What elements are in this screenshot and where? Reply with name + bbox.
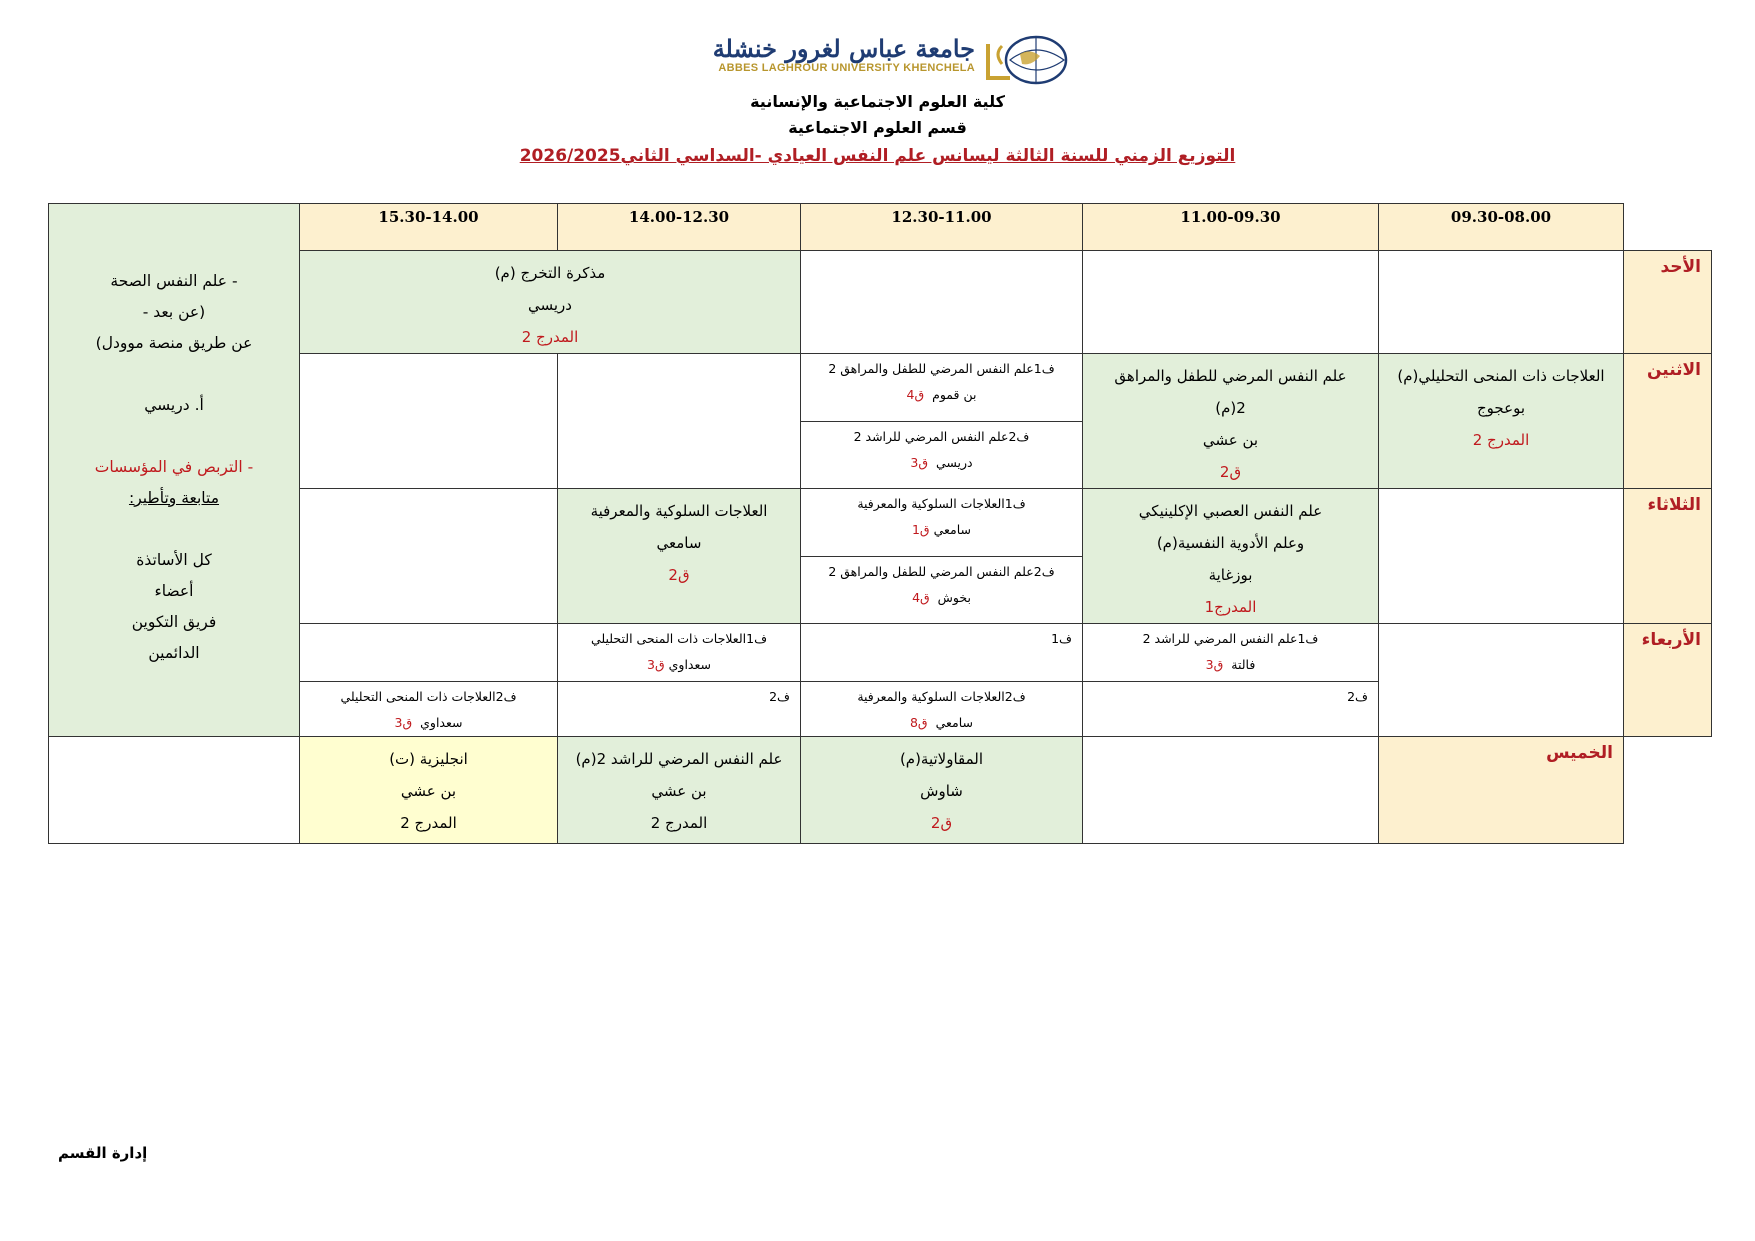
day-sunday: الأحد [1624,251,1712,354]
room-name: ق2 [1219,463,1242,481]
teacher-name: بخوش [937,589,971,605]
course-name: المقاولاتية(م) [899,750,984,768]
teacher-name: بوزغاية [1208,566,1253,584]
side-all-teachers: كل الأساتذة [136,551,212,569]
room-name: ق2 [930,814,953,832]
teacher-name: سامعي [935,715,974,730]
course-name: ف2العلاجات ذات المنحى التحليلي [340,689,517,704]
course-name: انجليزية (ت) [389,750,468,768]
course-name: العلاجات ذات المنحى التحليلي(م) [1397,367,1605,385]
monday-slot-1-cell [1379,354,1624,489]
teacher-name: دريسي [935,454,973,470]
sunday-memoire-cell [300,251,801,354]
thursday-slot-3-cell [558,737,801,844]
teacher-name: سامعي [933,522,972,537]
side-health-psych: - علم النفس الصحة [110,272,238,290]
department-name: قسم العلوم الاجتماعية [788,118,967,137]
day-thursday: الخميس [1379,737,1624,844]
group-label: ف2 [769,689,790,704]
teacher-name: بن عشي [1202,431,1259,449]
course-name: ف2العلاجات السلوكية والمعرفية [857,689,1026,704]
course-name: ف1علم النفس المرضي للراشد 2 [1142,631,1319,646]
tuesday-slot-5 [300,489,558,624]
monday-group2-cell [801,421,1083,489]
schedule-title: التوزيع الزمني للسنة الثالثة ليسانس علم النفس العيادي -السداسي الثاني2026/2025 [519,146,1236,166]
time-slot-2: 11.00-09.30 [1083,204,1379,251]
room-name: ق1 [911,522,930,537]
university-emblem-icon [980,34,1070,86]
room-name: ق3 [647,657,665,672]
room-name: المدرج1 [1204,598,1257,616]
monday-slot-2-cell [1083,354,1379,489]
group-label: ف1 [1051,631,1072,646]
room-name: المدرج 2 [521,328,579,346]
tuesday-slot-2-cell [1083,489,1379,624]
wednesday-group1-slot-2 [1083,624,1379,682]
day-tuesday: الثلاثاء [1624,489,1712,624]
course-name: علم النفس العصبي الإكلينيكي [1138,502,1323,520]
monday-slot-4 [558,354,801,489]
time-slot-3: 12.30-11.00 [801,204,1083,251]
side-permanent: الدائمين [148,644,200,662]
course-name: ف1علم النفس المرضي للطفل والمراهق 2 [828,361,1055,376]
teacher-name: بن عشي [651,782,707,800]
side-remote: (عن بعد - [142,303,206,321]
thursday-slot-4-cell [300,737,558,844]
thursday-slot-5 [49,737,300,844]
room-name: ق8 [909,715,928,730]
room-name: ق3 [394,715,413,730]
room-name: المدرج 2 [650,814,708,832]
logo-arabic-text: جامعة عباس لغرور خنشلة [712,34,975,63]
wednesday-group1-slot-3 [801,624,1083,682]
wednesday-group2-slot-3 [801,682,1083,737]
group-label: ف2 [1347,689,1368,704]
sunday-slot-2 [1083,251,1379,354]
day-wednesday: الأربعاء [1624,624,1712,737]
side-supervision: متابعة وتأطير: [128,489,220,507]
side-panel [49,204,300,737]
monday-group1-cell [801,354,1083,422]
time-slot-5: 15.30-14.00 [300,204,558,251]
teacher-name: بوعجوج [1477,399,1525,417]
course-name-cont: 2(م) [1215,399,1246,417]
course-name-cont: وعلم الأدوية النفسية(م) [1156,534,1305,552]
course-name: ف1العلاجات ذات المنحى التحليلي [590,631,768,646]
teacher-name: بن عشي [400,782,457,800]
room-name: ق4 [906,387,925,402]
course-name: علم النفس المرضي للطفل والمراهق [1114,367,1347,385]
teacher-name: سامعي [656,534,702,552]
wednesday-group2-slot-4 [558,682,801,737]
room-name: المدرج 2 [1472,431,1530,449]
tuesday-group2-cell [801,556,1083,624]
day-monday: الاثنين [1624,354,1712,489]
time-slot-1: 09.30-08.00 [1379,204,1624,251]
side-team: فريق التكوين [131,613,217,631]
room-name: ق2 [668,566,690,584]
department-administration: إدارة القسم [58,1144,148,1162]
sunday-slot-1 [1379,251,1624,354]
thursday-slot-1 [1083,737,1379,844]
monday-slot-5 [300,354,558,489]
room-name: ق3 [910,454,929,470]
teacher-name: دريسي [528,296,572,314]
teacher-name: شاوش [920,782,963,800]
logo-english-text: ABBES LAGHROUR UNIVERSITY KHENCHELA [718,62,975,74]
course-name: ف2علم النفس المرضي للراشد 2 [853,428,1030,444]
room-name: ق3 [1205,657,1224,672]
room-name: ق4 [912,589,930,605]
course-name: ف2علم النفس المرضي للطفل والمراهق 2 [828,563,1055,579]
wednesday-group2-slot-5 [300,682,558,737]
room-name: المدرج 2 [400,814,457,832]
thursday-slot-2-cell [801,737,1083,844]
wednesday-group1-slot-4 [558,624,801,682]
tuesday-slot-4-cell [558,489,801,624]
wednesday-group1-slot-5 [300,624,558,682]
sunday-slot-3 [801,251,1083,354]
time-slot-4: 14.00-12.30 [558,204,801,251]
side-moodle: عن طريق منصة موودل) [95,334,253,352]
course-name: علم النفس المرضي للراشد 2(م) [575,750,783,768]
timetable [48,203,1712,844]
faculty-name: كلية العلوم الاجتماعية والإنسانية [750,92,1005,111]
tuesday-group1-cell [801,489,1083,557]
teacher-name: فالتة [1231,657,1256,672]
side-internship: - التربص في المؤسسات [94,458,254,476]
course-name: مذكرة التخرج (م) [494,264,606,282]
tuesday-slot-1 [1379,489,1624,624]
teacher-name: سعداوي [420,715,463,730]
wednesday-slot-1 [1379,624,1624,737]
teacher-name: سعداوي [668,657,711,672]
teacher-name: بن قموم [932,387,977,402]
side-members: أعضاء [154,582,194,600]
wednesday-group2-slot-2 [1083,682,1379,737]
side-teacher: أ. دريسي [144,396,204,414]
course-name: ف1العلاجات السلوكية والمعرفية [857,496,1026,511]
course-name: العلاجات السلوكية والمعرفية [590,502,768,520]
university-logo [690,34,1070,86]
